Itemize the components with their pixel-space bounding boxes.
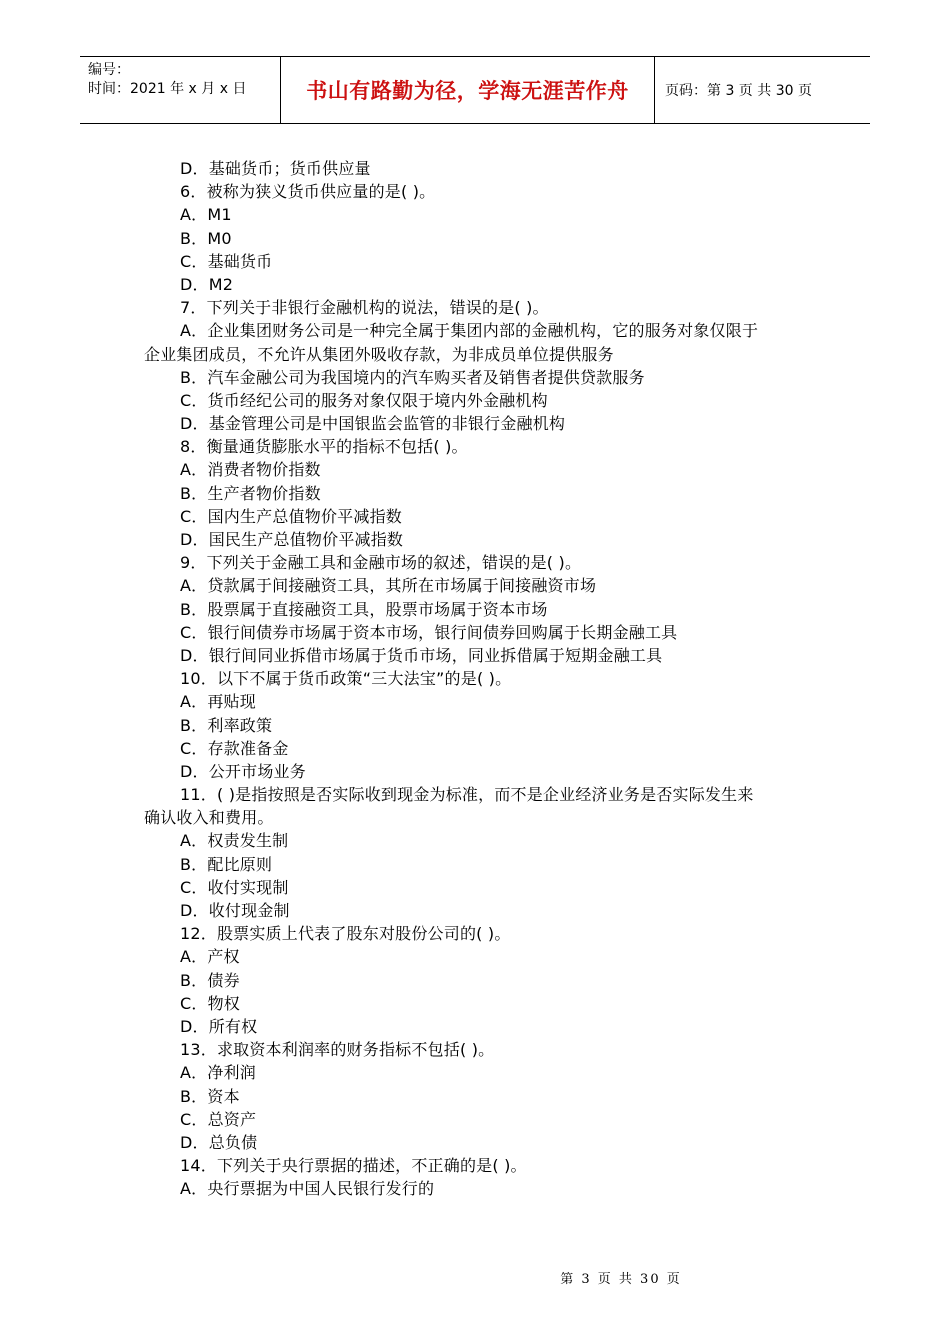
- text-line: 14．下列关于央行票据的描述，不正确的是( )。: [180, 1156, 527, 1176]
- text-line: 7．下列关于非银行金融机构的说法，错误的是( )。: [180, 298, 549, 318]
- text-line: 8．衡量通货膨胀水平的指标不包括( )。: [180, 437, 468, 457]
- text-line: D．基金管理公司是中国银监会监管的非银行金融机构: [180, 414, 566, 434]
- text-line: 12．股票实质上代表了股东对股份公司的( )。: [180, 924, 511, 944]
- document-number-label: 编号：: [88, 62, 130, 78]
- text-line: B．汽车金融公司为我国境内的汽车购买者及销售者提供贷款服务: [180, 367, 645, 387]
- text-line: 9．下列关于金融工具和金融市场的叙述，错误的是( )。: [180, 553, 582, 573]
- text-line: D．国民生产总值物价平减指数: [180, 530, 404, 549]
- text-line: 10．以下不属于货币政策“三大法宝”的是( )。: [180, 669, 512, 689]
- text-line: 企业集团成员，不允许从集团外吸收存款，为非成员单位提供服务: [144, 344, 614, 364]
- text-line: D．基础货币；货币供应量: [180, 159, 371, 178]
- text-line: C．国内生产总值物价平减指数: [180, 506, 402, 526]
- text-line: B．生产者物价指数: [180, 483, 321, 503]
- document-time-label: 时间：2021 年 x 月 x 日: [88, 81, 247, 97]
- text-line: A．企业集团财务公司是一种完全属于集团内部的金融机构，它的服务对象仅限于: [180, 321, 759, 341]
- text-line: A．产权: [180, 947, 240, 967]
- text-line: C．存款准备金: [180, 738, 289, 758]
- text-line: C．基础货币: [180, 251, 273, 271]
- text-line: B．债券: [180, 970, 240, 990]
- text-line: A．消费者物价指数: [180, 460, 321, 480]
- text-line: D．收付现金制: [180, 901, 290, 920]
- text-line: B．股票属于直接融资工具，股票市场属于资本市场: [180, 599, 548, 619]
- text-line: 6．被称为狭义货币供应量的是( )。: [180, 182, 436, 202]
- text-line: 13．求取资本利润率的财务指标不包括( )。: [180, 1040, 495, 1060]
- text-line: C．物权: [180, 993, 240, 1013]
- text-line: B．利率政策: [180, 715, 273, 735]
- text-line: C．货币经纪公司的服务对象仅限于境内外金融机构: [180, 390, 548, 410]
- header-page-info: 页码：第 3 页 共 30 页: [665, 83, 812, 99]
- text-line: A．央行票据为中国人民银行发行的: [180, 1179, 435, 1199]
- document-body: [144, 157, 824, 1200]
- text-line: C．总资产: [180, 1109, 257, 1129]
- text-line: 11．( )是指按照是否实际收到现金为标准，而不是企业经济业务是否实际发生来: [180, 785, 754, 805]
- page-footer: 第 3 页 共 30 页: [560, 1272, 682, 1287]
- text-line: B．配比原则: [180, 854, 273, 874]
- text-line: C．收付实现制: [180, 877, 289, 897]
- text-line: A．M1: [180, 205, 232, 225]
- text-line: D．所有权: [180, 1016, 258, 1036]
- text-line: C．银行间债券市场属于资本市场，银行间债券回购属于长期金融工具: [180, 622, 678, 642]
- text-line: A．再贴现: [180, 692, 256, 712]
- header-motto: 书山有路勤为径，学海无涯苦作舟: [281, 57, 655, 123]
- text-line: A．净利润: [180, 1063, 256, 1083]
- text-line: D．总负债: [180, 1132, 258, 1152]
- text-line: B．资本: [180, 1086, 240, 1106]
- document-header: [80, 56, 870, 124]
- text-line: B．M0: [180, 228, 232, 248]
- text-line: 确认收入和费用。: [144, 808, 274, 828]
- text-line: D．公开市场业务: [180, 761, 306, 781]
- text-line: A．贷款属于间接融资工具，其所在市场属于间接融资市场: [180, 576, 597, 596]
- text-line: A．权责发生制: [180, 831, 289, 851]
- text-line: D．银行间同业拆借市场属于货币市场，同业拆借属于短期金融工具: [180, 645, 663, 665]
- header-meta-cell: [80, 57, 281, 123]
- text-line: D．M2: [180, 274, 234, 294]
